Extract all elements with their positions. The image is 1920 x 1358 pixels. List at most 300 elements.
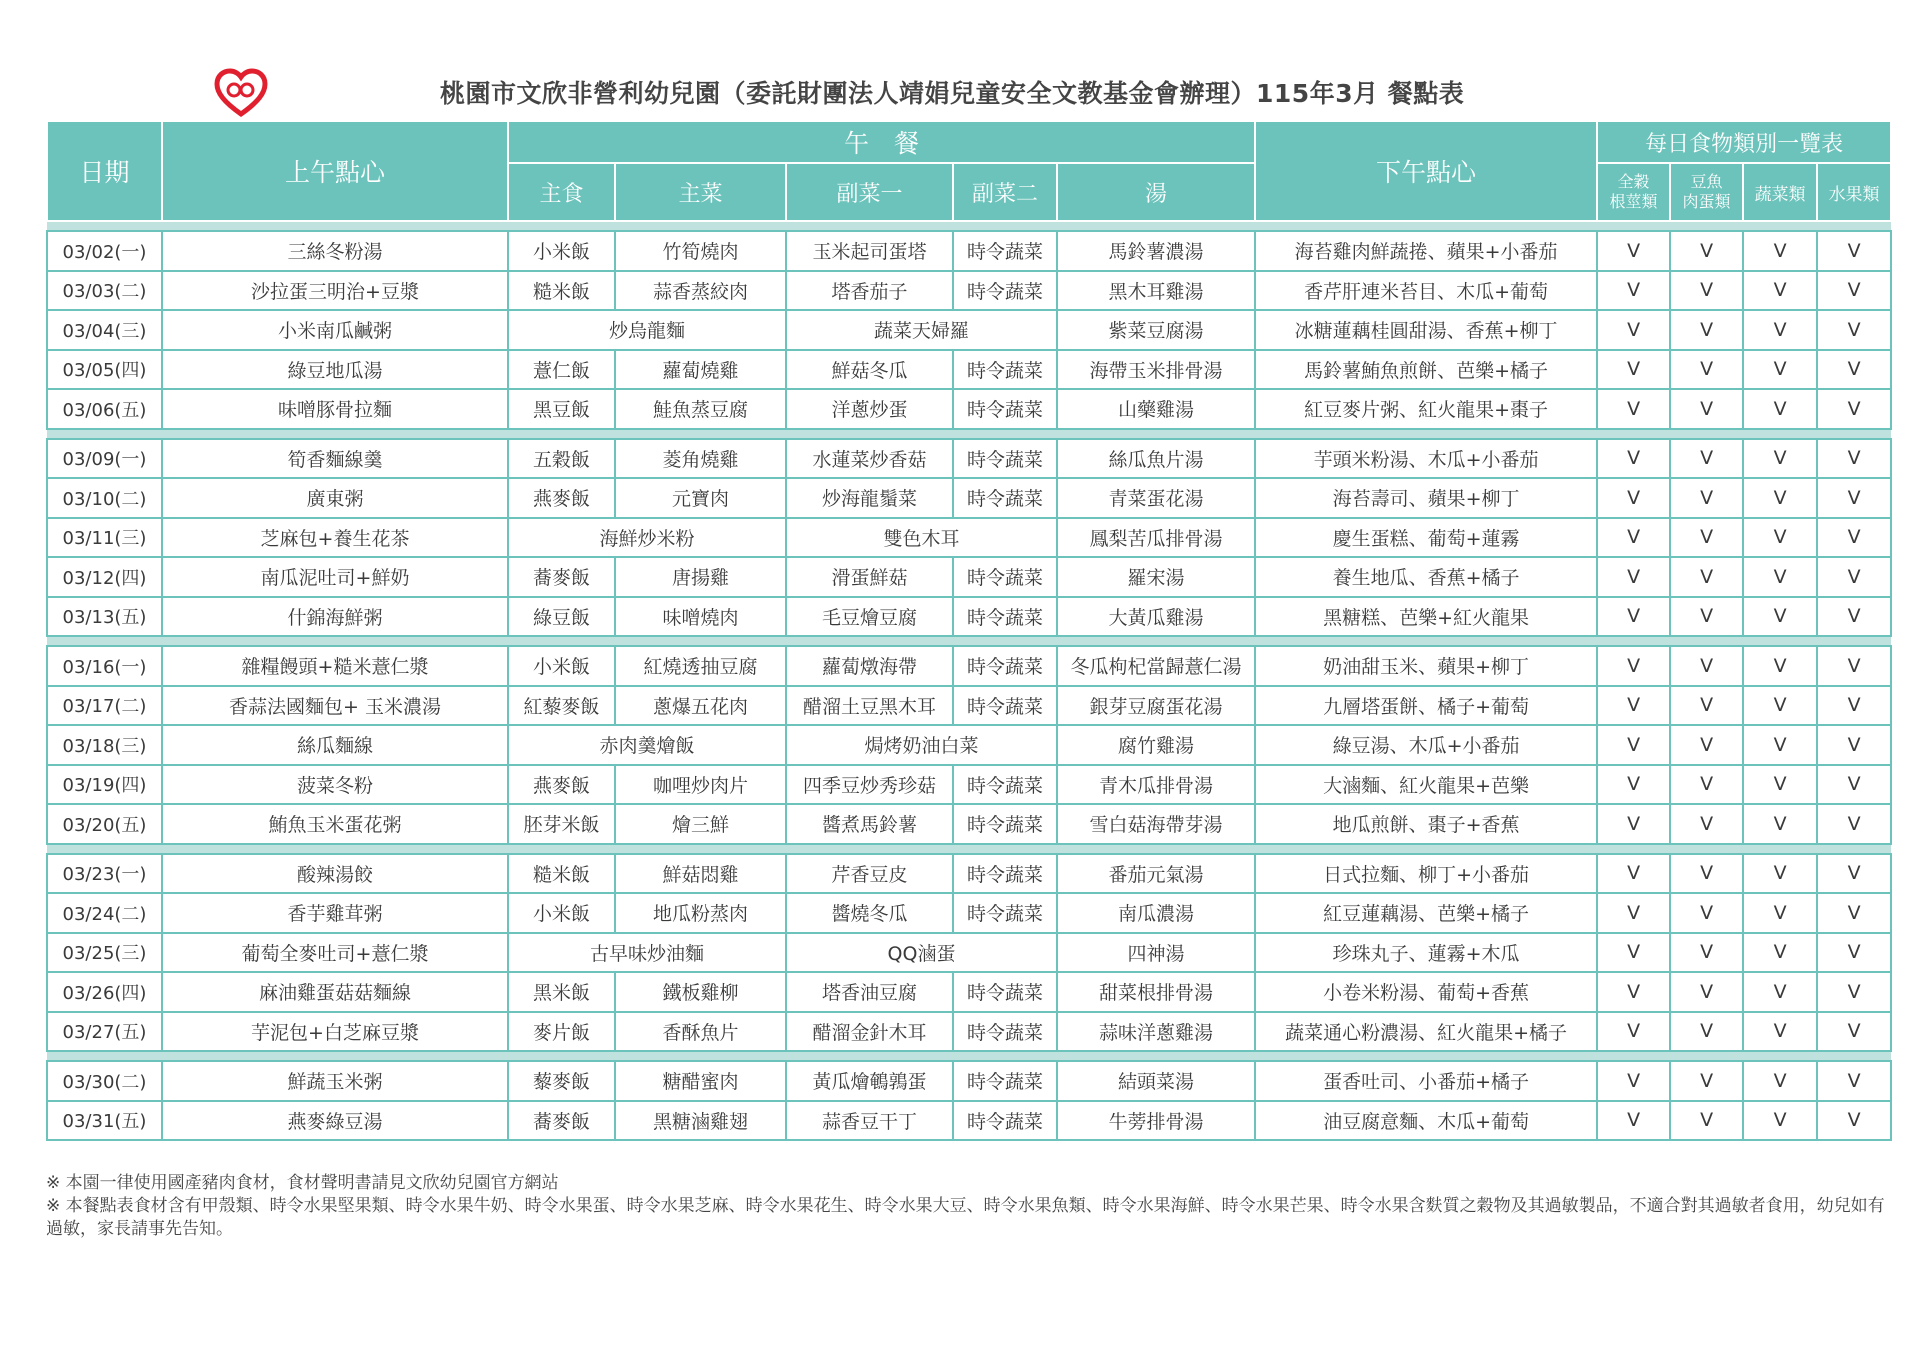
morning-snack-cell: 葡萄全麥吐司+薏仁漿 [162,933,508,973]
soup-cell: 山藥雞湯 [1057,389,1255,429]
afternoon-snack-cell: 養生地瓜、香蕉+橘子 [1255,557,1597,597]
protein-check-cell: V [1670,271,1743,311]
afternoon-snack-cell: 冰糖蓮藕桂圓甜湯、香蕉+柳丁 [1255,310,1597,350]
grains-check-cell: V [1597,310,1670,350]
morning-snack-cell: 三絲冬粉湯 [162,231,508,271]
menu-row [47,725,1891,765]
side-dish2-cell: 時令蔬菜 [953,478,1057,518]
side-dish2-cell: 時令蔬菜 [953,389,1057,429]
veg-check-cell: V [1743,1061,1817,1101]
afternoon-snack-cell: 馬鈴薯鮪魚煎餅、芭樂+橘子 [1255,350,1597,390]
staple-cell: 胚芽米飯 [508,804,615,844]
morning-snack-cell: 雜糧饅頭+糙米薏仁漿 [162,646,508,686]
protein-check-cell: V [1670,350,1743,390]
grains-check-cell: V [1597,1101,1670,1141]
side-dish2-cell: 時令蔬菜 [953,686,1057,726]
soup-cell: 紫菜豆腐湯 [1057,310,1255,350]
header-protein: 豆魚 肉蛋類 [1670,163,1743,221]
morning-snack-cell: 味噌豚骨拉麵 [162,389,508,429]
fruit-check-cell: V [1817,854,1891,894]
week-separator [47,636,1891,646]
header-main: 主菜 [615,163,786,221]
afternoon-snack-cell: 日式拉麵、柳丁+小番茄 [1255,854,1597,894]
lunch-side-merged-cell: 雙色木耳 [786,518,1057,558]
note-allergen: ※ 本餐點表食材含有甲殼類、時令水果堅果類、時令水果牛奶、時令水果蛋、時令水果芝麻、時令水果花生、時令水果大豆、時令水果魚類、時令水果海鮮、時令水果芒果、時令水果含麩質之穀物及其過敏製品，不適合對其過敏者食用，幼兒如有過敏，家長請事先告知。 [46,1196,1885,1239]
menu-row [47,518,1891,558]
main-dish-cell: 蘿蔔燒雞 [615,350,786,390]
afternoon-snack-cell: 海苔壽司、蘋果+柳丁 [1255,478,1597,518]
afternoon-snack-cell: 油豆腐意麵、木瓜+葡萄 [1255,1101,1597,1141]
side-dish2-cell: 時令蔬菜 [953,765,1057,805]
veg-check-cell: V [1743,597,1817,637]
main-dish-cell: 鐵板雞柳 [615,972,786,1012]
veg-check-cell: V [1743,804,1817,844]
grains-check-cell: V [1597,1012,1670,1052]
staple-cell: 紅藜麥飯 [508,686,615,726]
menu-row [47,271,1891,311]
staple-cell: 小米飯 [508,646,615,686]
fruit-check-cell: V [1817,597,1891,637]
side-dish2-cell: 時令蔬菜 [953,893,1057,933]
header-food-groups: 每日食物類別一覽表 [1597,121,1891,163]
menu-row [47,933,1891,973]
menu-row [47,1061,1891,1101]
page-header [0,62,1920,122]
veg-check-cell: V [1743,271,1817,311]
date-cell: 03/09(一) [47,439,162,479]
grains-check-cell: V [1597,646,1670,686]
header-morning-snack: 上午點心 [162,121,508,221]
grains-check-cell: V [1597,439,1670,479]
veg-check-cell: V [1743,231,1817,271]
lunch-main-merged-cell: 赤肉羹燴飯 [508,725,786,765]
week-separator-bar [47,636,1891,646]
protein-check-cell: V [1670,310,1743,350]
grains-check-cell: V [1597,893,1670,933]
date-cell: 03/26(四) [47,972,162,1012]
protein-check-cell: V [1670,854,1743,894]
fruit-check-cell: V [1817,765,1891,805]
fruit-check-cell: V [1817,686,1891,726]
veg-check-cell: V [1743,893,1817,933]
side-dish2-cell: 時令蔬菜 [953,350,1057,390]
grains-check-cell: V [1597,350,1670,390]
date-cell: 03/17(二) [47,686,162,726]
fruit-check-cell: V [1817,725,1891,765]
main-dish-cell: 紅燒透抽豆腐 [615,646,786,686]
soup-cell: 南瓜濃湯 [1057,893,1255,933]
fruit-check-cell: V [1817,518,1891,558]
grains-check-cell: V [1597,478,1670,518]
grains-check-cell: V [1597,972,1670,1012]
soup-cell: 番茄元氣湯 [1057,854,1255,894]
morning-snack-cell: 菠菜冬粉 [162,765,508,805]
morning-snack-cell: 芋泥包+白芝麻豆漿 [162,1012,508,1052]
staple-cell: 麥片飯 [508,1012,615,1052]
soup-cell: 牛蒡排骨湯 [1057,1101,1255,1141]
menu-row [47,646,1891,686]
menu-row [47,972,1891,1012]
main-dish-cell: 蔥爆五花肉 [615,686,786,726]
protein-check-cell: V [1670,972,1743,1012]
protein-check-cell: V [1670,765,1743,805]
afternoon-snack-cell: 紅豆麥片粥、紅火龍果+棗子 [1255,389,1597,429]
page-title: 桃園市文欣非營利幼兒園（委託財團法人靖娟兒童安全文教基金會辦理）115年3月 餐點表 [440,79,1465,108]
lunch-side-merged-cell: 焗烤奶油白菜 [786,725,1057,765]
morning-snack-cell: 什錦海鮮粥 [162,597,508,637]
morning-snack-cell: 燕麥綠豆湯 [162,1101,508,1141]
veg-check-cell: V [1743,1012,1817,1052]
morning-snack-cell: 香芋雞茸粥 [162,893,508,933]
protein-check-cell: V [1670,804,1743,844]
main-dish-cell: 香酥魚片 [615,1012,786,1052]
fruit-check-cell: V [1817,933,1891,973]
date-cell: 03/18(三) [47,725,162,765]
fruit-check-cell: V [1817,557,1891,597]
soup-cell: 絲瓜魚片湯 [1057,439,1255,479]
menu-body [47,221,1891,1140]
side-dish1-cell: 醋溜金針木耳 [786,1012,953,1052]
fruit-check-cell: V [1817,1012,1891,1052]
side-dish1-cell: 芹香豆皮 [786,854,953,894]
header-veg: 蔬菜類 [1743,163,1817,221]
date-cell: 03/19(四) [47,765,162,805]
veg-check-cell: V [1743,933,1817,973]
afternoon-snack-cell: 慶生蛋糕、葡萄+蓮霧 [1255,518,1597,558]
staple-cell: 薏仁飯 [508,350,615,390]
grains-check-cell: V [1597,1061,1670,1101]
date-cell: 03/31(五) [47,1101,162,1141]
main-dish-cell: 元寶肉 [615,478,786,518]
staple-cell: 燕麥飯 [508,765,615,805]
staple-cell: 黑豆飯 [508,389,615,429]
lunch-main-merged-cell: 海鮮炒米粉 [508,518,786,558]
date-cell: 03/13(五) [47,597,162,637]
morning-snack-cell: 香蒜法國麵包+ 玉米濃湯 [162,686,508,726]
main-dish-cell: 唐揚雞 [615,557,786,597]
staple-cell: 蕎麥飯 [508,1101,615,1141]
fruit-check-cell: V [1817,646,1891,686]
morning-snack-cell: 麻油雞蛋菇菇麵線 [162,972,508,1012]
week-separator-bar [47,844,1891,854]
soup-cell: 青木瓜排骨湯 [1057,765,1255,805]
side-dish1-cell: 毛豆燴豆腐 [786,597,953,637]
main-dish-cell: 竹筍燒肉 [615,231,786,271]
veg-check-cell: V [1743,725,1817,765]
lunch-side-merged-cell: QQ滷蛋 [786,933,1057,973]
soup-cell: 黑木耳雞湯 [1057,271,1255,311]
menu-row [47,557,1891,597]
fruit-check-cell: V [1817,231,1891,271]
main-dish-cell: 鮭魚蒸豆腐 [615,389,786,429]
morning-snack-cell: 鮪魚玉米蛋花粥 [162,804,508,844]
header-side2: 副菜二 [953,163,1057,221]
side-dish1-cell: 蘿蔔燉海帶 [786,646,953,686]
date-cell: 03/16(一) [47,646,162,686]
date-cell: 03/23(一) [47,854,162,894]
grains-check-cell: V [1597,597,1670,637]
date-cell: 03/25(三) [47,933,162,973]
main-dish-cell: 蒜香蒸絞肉 [615,271,786,311]
grains-check-cell: V [1597,854,1670,894]
side-dish1-cell: 蒜香豆干丁 [786,1101,953,1141]
side-dish1-cell: 玉米起司蛋塔 [786,231,953,271]
morning-snack-cell: 南瓜泥吐司+鮮奶 [162,557,508,597]
week-separator [47,844,1891,854]
side-dish2-cell: 時令蔬菜 [953,439,1057,479]
protein-check-cell: V [1670,1012,1743,1052]
header-afternoon-snack: 下午點心 [1255,121,1597,221]
fruit-check-cell: V [1817,893,1891,933]
side-dish2-cell: 時令蔬菜 [953,972,1057,1012]
side-dish1-cell: 四季豆炒秀珍菇 [786,765,953,805]
veg-check-cell: V [1743,389,1817,429]
morning-snack-cell: 小米南瓜鹹粥 [162,310,508,350]
fruit-check-cell: V [1817,1061,1891,1101]
grains-check-cell: V [1597,271,1670,311]
date-cell: 03/05(四) [47,350,162,390]
soup-cell: 銀芽豆腐蛋花湯 [1057,686,1255,726]
grains-check-cell: V [1597,765,1670,805]
side-dish1-cell: 塔香油豆腐 [786,972,953,1012]
morning-snack-cell: 筍香麵線羹 [162,439,508,479]
staple-cell: 黑米飯 [508,972,615,1012]
menu-row [47,686,1891,726]
soup-cell: 冬瓜枸杞當歸薏仁湯 [1057,646,1255,686]
date-cell: 03/30(二) [47,1061,162,1101]
side-dish2-cell: 時令蔬菜 [953,557,1057,597]
morning-snack-cell: 沙拉蛋三明治+豆漿 [162,271,508,311]
afternoon-snack-cell: 紅豆蓮藕湯、芭樂+橘子 [1255,893,1597,933]
main-dish-cell: 鮮菇悶雞 [615,854,786,894]
veg-check-cell: V [1743,972,1817,1012]
lunch-side-merged-cell: 蔬菜天婦羅 [786,310,1057,350]
protein-check-cell: V [1670,518,1743,558]
afternoon-snack-cell: 黑糖糕、芭樂+紅火龍果 [1255,597,1597,637]
veg-check-cell: V [1743,557,1817,597]
afternoon-snack-cell: 地瓜煎餅、棗子+香蕉 [1255,804,1597,844]
protein-check-cell: V [1670,597,1743,637]
grains-check-cell: V [1597,725,1670,765]
side-dish1-cell: 醋溜土豆黑木耳 [786,686,953,726]
veg-check-cell: V [1743,478,1817,518]
afternoon-snack-cell: 芋頭米粉湯、木瓜+小番茄 [1255,439,1597,479]
veg-check-cell: V [1743,518,1817,558]
date-cell: 03/03(二) [47,271,162,311]
menu-row [47,765,1891,805]
staple-cell: 小米飯 [508,231,615,271]
main-dish-cell: 味噌燒肉 [615,597,786,637]
menu-row [47,1012,1891,1052]
staple-cell: 藜麥飯 [508,1061,615,1101]
header-date: 日期 [47,121,162,221]
soup-cell: 甜菜根排骨湯 [1057,972,1255,1012]
main-dish-cell: 糖醋蜜肉 [615,1061,786,1101]
veg-check-cell: V [1743,1101,1817,1141]
menu-row [47,893,1891,933]
side-dish2-cell: 時令蔬菜 [953,646,1057,686]
protein-check-cell: V [1670,725,1743,765]
side-dish2-cell: 時令蔬菜 [953,804,1057,844]
grains-check-cell: V [1597,231,1670,271]
protein-check-cell: V [1670,231,1743,271]
protein-check-cell: V [1670,389,1743,429]
soup-cell: 海帶玉米排骨湯 [1057,350,1255,390]
afternoon-snack-cell: 九層塔蛋餅、橘子+葡萄 [1255,686,1597,726]
staple-cell: 綠豆飯 [508,597,615,637]
grains-check-cell: V [1597,933,1670,973]
afternoon-snack-cell: 珍珠丸子、蓮霧+木瓜 [1255,933,1597,973]
side-dish1-cell: 黃瓜燴鵪鶉蛋 [786,1061,953,1101]
staple-cell: 小米飯 [508,893,615,933]
header-lunch: 午 餐 [508,121,1255,163]
notes [46,1172,1886,1241]
soup-cell: 四神湯 [1057,933,1255,973]
header-side1: 副菜一 [786,163,953,221]
grains-check-cell: V [1597,686,1670,726]
grains-check-cell: V [1597,804,1670,844]
morning-snack-cell: 鮮蔬玉米粥 [162,1061,508,1101]
menu-row [47,597,1891,637]
menu-row [47,478,1891,518]
grains-check-cell: V [1597,518,1670,558]
soup-cell: 腐竹雞湯 [1057,725,1255,765]
soup-cell: 馬鈴薯濃湯 [1057,231,1255,271]
soup-cell: 蒜味洋蔥雞湯 [1057,1012,1255,1052]
date-cell: 03/12(四) [47,557,162,597]
header-staple: 主食 [508,163,615,221]
fruit-check-cell: V [1817,439,1891,479]
menu-row [47,854,1891,894]
staple-cell: 糙米飯 [508,854,615,894]
menu-row [47,231,1891,271]
week-separator-bar [47,1051,1891,1061]
veg-check-cell: V [1743,310,1817,350]
morning-snack-cell: 綠豆地瓜湯 [162,350,508,390]
main-dish-cell: 黑糖滷雞翅 [615,1101,786,1141]
menu-row [47,439,1891,479]
staple-cell: 糙米飯 [508,271,615,311]
afternoon-snack-cell: 香芹肝連米苔目、木瓜+葡萄 [1255,271,1597,311]
staple-cell: 燕麥飯 [508,478,615,518]
side-dish1-cell: 醬燒冬瓜 [786,893,953,933]
side-dish1-cell: 水蓮菜炒香菇 [786,439,953,479]
lunch-main-merged-cell: 古早味炒油麵 [508,933,786,973]
staple-cell: 蕎麥飯 [508,557,615,597]
note-pork: ※ 本園一律使用國產豬肉食材，食材聲明書請見文欣幼兒園官方網站 [46,1173,559,1193]
protein-check-cell: V [1670,686,1743,726]
afternoon-snack-cell: 小卷米粉湯、葡萄+香蕉 [1255,972,1597,1012]
main-dish-cell: 咖哩炒肉片 [615,765,786,805]
fruit-check-cell: V [1817,478,1891,518]
week-separator-bar [47,429,1891,439]
lunch-main-merged-cell: 炒烏龍麵 [508,310,786,350]
afternoon-snack-cell: 奶油甜玉米、蘋果+柳丁 [1255,646,1597,686]
veg-check-cell: V [1743,854,1817,894]
fruit-check-cell: V [1817,972,1891,1012]
soup-cell: 結頭菜湯 [1057,1061,1255,1101]
afternoon-snack-cell: 海苔雞肉鮮蔬捲、蘋果+小番茄 [1255,231,1597,271]
morning-snack-cell: 芝麻包+養生花茶 [162,518,508,558]
date-cell: 03/20(五) [47,804,162,844]
fruit-check-cell: V [1817,271,1891,311]
veg-check-cell: V [1743,646,1817,686]
side-dish2-cell: 時令蔬菜 [953,597,1057,637]
side-dish1-cell: 鮮菇冬瓜 [786,350,953,390]
veg-check-cell: V [1743,350,1817,390]
header-fruit: 水果類 [1817,163,1891,221]
morning-snack-cell: 絲瓜麵線 [162,725,508,765]
side-dish1-cell: 醬煮馬鈴薯 [786,804,953,844]
veg-check-cell: V [1743,439,1817,479]
morning-snack-cell: 廣東粥 [162,478,508,518]
protein-check-cell: V [1670,646,1743,686]
menu-row [47,389,1891,429]
date-cell: 03/02(一) [47,231,162,271]
protein-check-cell: V [1670,1061,1743,1101]
date-cell: 03/10(二) [47,478,162,518]
date-cell: 03/27(五) [47,1012,162,1052]
header-grains: 全穀 根莖類 [1597,163,1670,221]
side-dish2-cell: 時令蔬菜 [953,231,1057,271]
date-cell: 03/11(三) [47,518,162,558]
date-cell: 03/24(二) [47,893,162,933]
menu-table [46,120,1892,1141]
side-dish2-cell: 時令蔬菜 [953,271,1057,311]
grains-check-cell: V [1597,389,1670,429]
veg-check-cell: V [1743,765,1817,805]
veg-check-cell: V [1743,686,1817,726]
fruit-check-cell: V [1817,310,1891,350]
soup-cell: 鳳梨苦瓜排骨湯 [1057,518,1255,558]
soup-cell: 青菜蛋花湯 [1057,478,1255,518]
menu-row [47,350,1891,390]
protein-check-cell: V [1670,557,1743,597]
protein-check-cell: V [1670,933,1743,973]
date-cell: 03/04(三) [47,310,162,350]
menu-row [47,1101,1891,1141]
menu-row [47,804,1891,844]
menu-row [47,310,1891,350]
main-dish-cell: 燴三鮮 [615,804,786,844]
afternoon-snack-cell: 大滷麵、紅火龍果+芭樂 [1255,765,1597,805]
fruit-check-cell: V [1817,804,1891,844]
protein-check-cell: V [1670,893,1743,933]
protein-check-cell: V [1670,478,1743,518]
grains-check-cell: V [1597,557,1670,597]
staple-cell: 五穀飯 [508,439,615,479]
week-separator [47,1051,1891,1061]
week-separator-bar [47,221,1891,231]
fruit-check-cell: V [1817,389,1891,429]
main-dish-cell: 菱角燒雞 [615,439,786,479]
main-dish-cell: 地瓜粉蒸肉 [615,893,786,933]
date-cell: 03/06(五) [47,389,162,429]
soup-cell: 大黃瓜雞湯 [1057,597,1255,637]
soup-cell: 雪白菇海帶芽湯 [1057,804,1255,844]
side-dish2-cell: 時令蔬菜 [953,1012,1057,1052]
side-dish2-cell: 時令蔬菜 [953,1061,1057,1101]
header-soup: 湯 [1057,163,1255,221]
fruit-check-cell: V [1817,350,1891,390]
side-dish2-cell: 時令蔬菜 [953,1101,1057,1141]
protein-check-cell: V [1670,439,1743,479]
heart-logo-icon [214,68,268,118]
week-separator [47,429,1891,439]
side-dish2-cell: 時令蔬菜 [953,854,1057,894]
side-dish1-cell: 洋蔥炒蛋 [786,389,953,429]
side-dish1-cell: 塔香茄子 [786,271,953,311]
